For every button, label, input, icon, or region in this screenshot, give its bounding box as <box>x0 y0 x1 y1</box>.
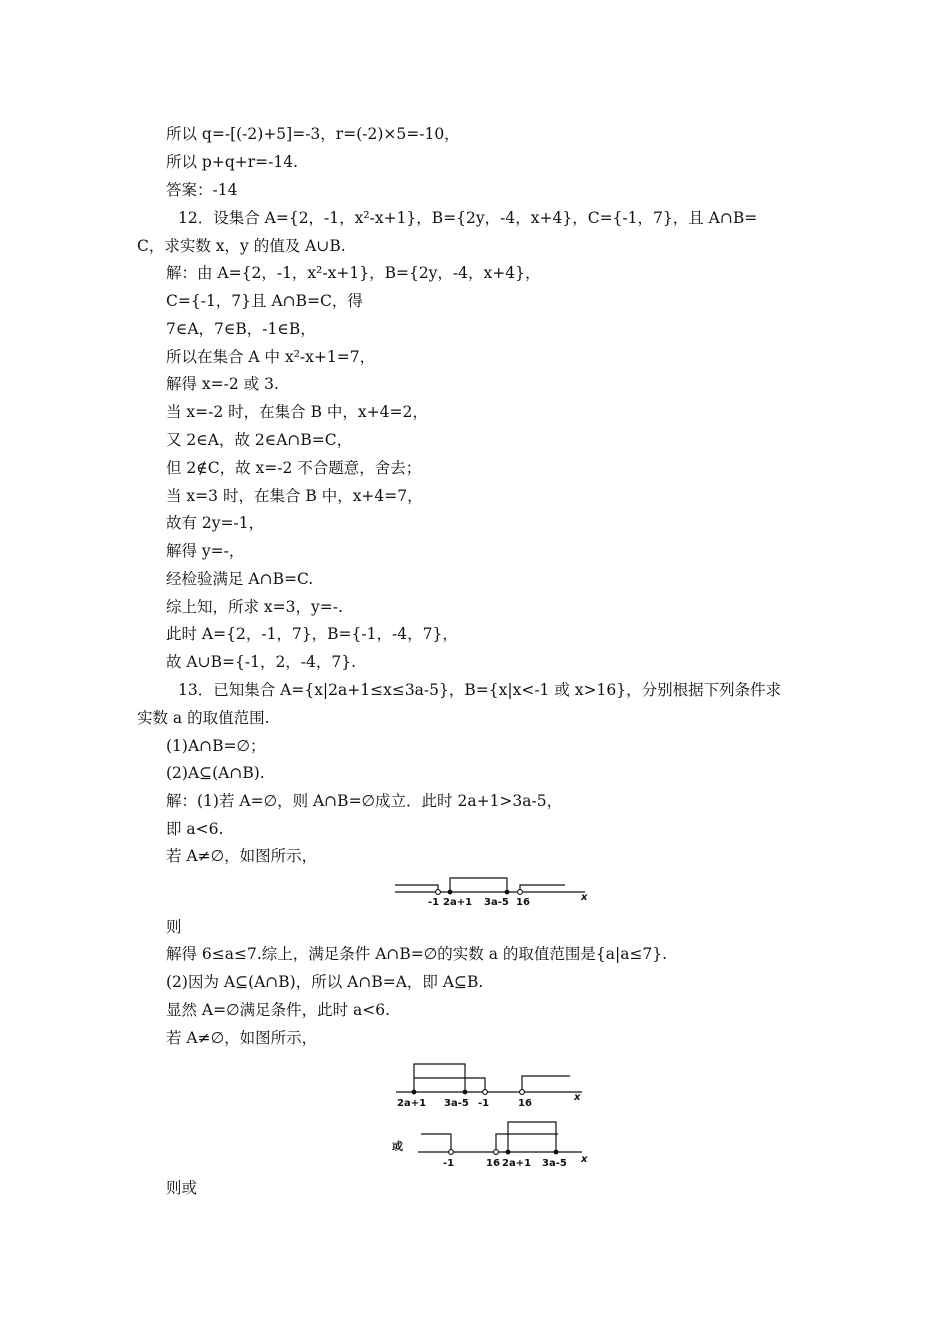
text-line: 当 x=3 时，在集合 B 中，x+4=7， <box>166 487 423 505</box>
label-2a1: 2a+1 <box>502 1158 532 1169</box>
text-line: 综上知，所求 x=3，y=-. <box>166 598 343 616</box>
label-16: 16 <box>518 1098 532 1109</box>
text-line: 当 x=-2 时，在集合 B 中，x+4=2， <box>166 403 428 421</box>
label-neg1: -1 <box>478 1098 490 1109</box>
problem-13-heading: 13．已知集合 A={x|2a+1≤x≤3a-5}，B={x|x<-1 或 x>16}，分别根据下列条件求 <box>178 681 782 699</box>
number-line-figure-3 <box>388 1118 592 1172</box>
label-neg1: -1 <box>428 897 440 908</box>
text-line: 解得 6≤a≤7.综上，满足条件 A∩B=∅的实数 a 的取值范围是{a|a≤7}. <box>166 945 668 963</box>
text-line: 解得 x=-2 或 3. <box>166 375 279 393</box>
text-line: 实数 a 的取值范围. <box>137 709 270 727</box>
text-line: 但 2∉C，故 x=-2 不合题意，舍去； <box>166 459 422 477</box>
text-line: 所以 p+q+r=-14. <box>166 153 299 171</box>
text-line: 即 a<6. <box>166 820 224 838</box>
label-x: x <box>581 892 588 903</box>
text-line: 显然 A=∅满足条件，此时 a<6. <box>166 1001 391 1019</box>
label-x: x <box>581 1154 588 1165</box>
label-neg1: -1 <box>443 1158 455 1169</box>
text-line: 则 <box>166 918 182 936</box>
label-16: 16 <box>486 1158 500 1169</box>
text-line: 7∈A，7∈B，-1∈B， <box>166 320 316 338</box>
label-16: 16 <box>516 897 530 908</box>
text-line: 解：(1)若 A=∅，则 A∩B=∅成立．此时 2a+1>3a-5， <box>166 792 563 810</box>
text-line: 经检验满足 A∩B=C. <box>166 570 314 588</box>
text-line: 解得 y=-， <box>166 542 245 560</box>
number-line-figure-2 <box>392 1056 592 1112</box>
figure-prefix-or: 或 <box>392 1140 403 1153</box>
text-line: 故有 2y=-1， <box>166 514 265 532</box>
text-line: 又 2∈A，故 2∈A∩B=C， <box>166 431 353 449</box>
text-line: 此时 A={2，-1，7}，B={-1，-4，7}， <box>166 625 458 643</box>
label-x: x <box>574 1092 581 1103</box>
number-line-figure-1 <box>390 870 590 910</box>
text-line: C，求实数 x，y 的值及 A∪B. <box>137 237 346 255</box>
text-line: 故 A∪B={-1，2，-4，7}. <box>166 653 357 671</box>
text-line: 所以在集合 A 中 x²-x+1=7， <box>166 348 376 366</box>
text-line: (1)A∩B=∅； <box>166 737 266 755</box>
text-line: (2)因为 A⊆(A∩B)，所以 A∩B=A，即 A⊆B. <box>166 973 484 991</box>
label-2a1: 2a+1 <box>397 1098 427 1109</box>
text-line: 答案：-14 <box>166 181 238 199</box>
label-3a5: 3a-5 <box>542 1158 567 1169</box>
text-line: 所以 q=-[(-2)+5]=-3，r=(-2)×5=-10， <box>166 125 460 143</box>
text-line: (2)A⊆(A∩B). <box>166 764 265 782</box>
text-line: 解：由 A={2，-1，x²-x+1}，B={2y，-4，x+4}， <box>166 264 541 282</box>
label-3a5: 3a-5 <box>484 897 509 908</box>
text-line: C={-1，7}且 A∩B=C，得 <box>166 292 363 310</box>
label-3a5: 3a-5 <box>444 1098 469 1109</box>
text-line: 若 A≠∅，如图所示， <box>166 1029 318 1047</box>
problem-12-heading: 12．设集合 A={2，-1，x²-x+1}，B={2y，-4，x+4}，C={-1，7}，且 A∩B= <box>178 209 758 227</box>
text-line: 若 A≠∅，如图所示， <box>166 847 318 865</box>
label-2a1: 2a+1 <box>443 897 473 908</box>
text-line: 则或 <box>166 1179 198 1197</box>
